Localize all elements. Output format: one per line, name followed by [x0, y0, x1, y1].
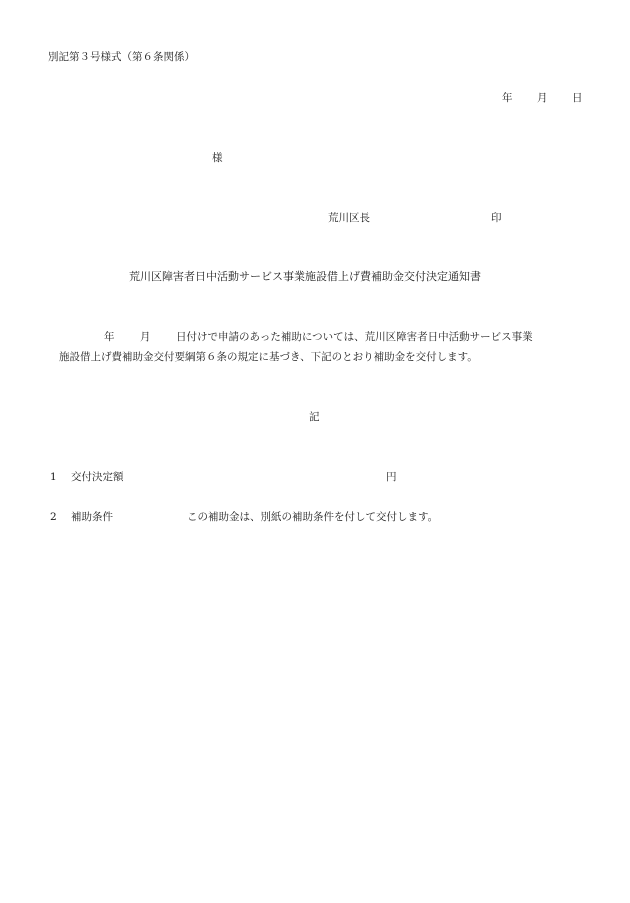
- item-value: 円: [386, 471, 397, 483]
- item-label: 交付決定額: [71, 471, 124, 483]
- issuer-name: 荒川区長: [328, 212, 370, 224]
- item-value: この補助金は、別紙の補助条件を付して交付します。: [187, 511, 439, 523]
- item-label: 補助条件: [71, 511, 113, 523]
- body-line1-rest: 日付けで申請のあった補助については、荒川区障害者日中活動サービス事業: [176, 331, 533, 343]
- body-month: 月: [140, 331, 151, 343]
- issuer-seal: 印: [491, 212, 502, 224]
- document-title: 荒川区障害者日中活動サービス事業施設借上げ費補助金交付決定通知書: [129, 270, 481, 283]
- ki-heading: 記: [309, 411, 320, 423]
- body-year: 年: [104, 331, 115, 343]
- date-day: 日: [572, 92, 583, 104]
- date-month: 月: [537, 92, 548, 104]
- body-line2: 施設借上げ費補助金交付要綱第６条の規定に基づき、下記のとおり補助金を交付します。: [59, 351, 478, 363]
- date-year: 年: [502, 92, 513, 104]
- addressee-suffix: 様: [212, 152, 223, 164]
- item-number: 1: [50, 471, 57, 483]
- item-number: 2: [50, 511, 57, 523]
- form-label: 別記第３号様式（第６条関係）: [48, 51, 195, 63]
